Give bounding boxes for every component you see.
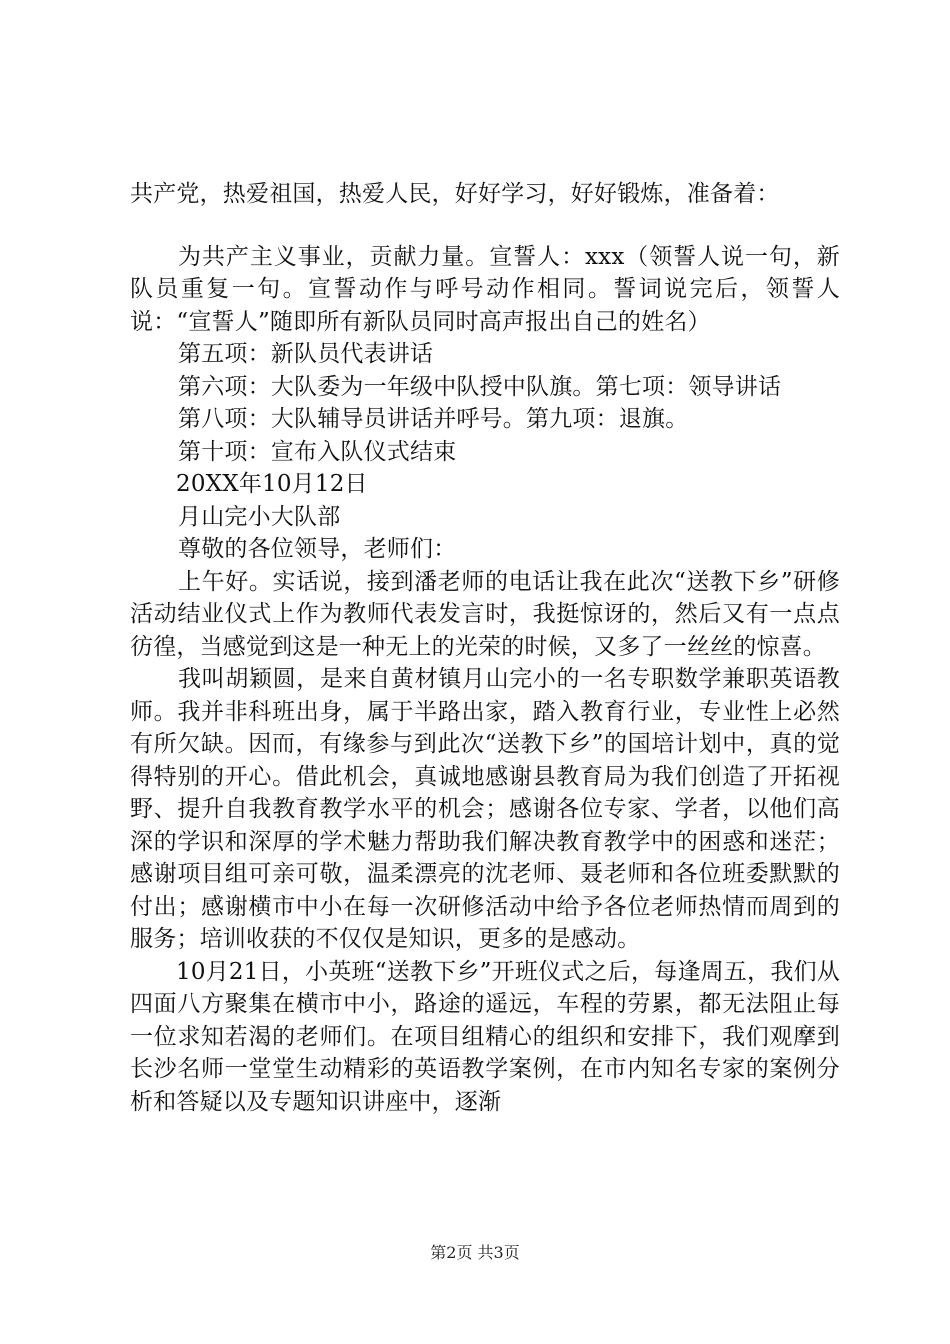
document-body	[130, 178, 840, 1118]
paragraph-salutation: 尊敬的各位领导，老师们：	[178, 536, 457, 562]
paragraph-item-six-seven: 第六项：大队委为一年级中队授中队旗。第七项：领导讲话	[178, 373, 782, 400]
paragraph-greeting: 上午好。实话说，接到潘老师的电话让我在此次“送教下乡”研修活动结业仪式上作为教师代表发言时，我挺惊讶的，然后又有一点点彷徨，当感觉到这是一种无上的光荣的时候，又多了一丝丝的惊喜。	[130, 568, 840, 660]
paragraph-item-ten: 第十项：宣布入队仪式结束	[178, 438, 457, 465]
paragraph-oath-line: 共产党，热爱祖国，热爱人民，好好学习，好好锻炼，准备着：	[130, 181, 780, 207]
page-footer: 第2页 共3页	[430, 1243, 520, 1262]
paragraph-training-account: 10月21日，小英班“送教下乡”开班仪式之后，每逢周五，我们从四面八方聚集在横市中小，路途的遥远，车程的劳累，都无法阻止每一位求知若渴的老师们。在项目组精心的组织和安排下，我们观摩到长沙名师一堂堂生动精彩的英语教学案例，在市内知名专家的案例分析和答疑以及专题知识讲座中，逐渐	[130, 958, 840, 1115]
paragraph-item-five: 第五项：新队员代表讲话	[178, 341, 434, 367]
paragraph-gap	[130, 211, 840, 241]
paragraph-organization: 月山完小大队部	[178, 503, 341, 530]
paragraph-item-eight-nine: 第八项：大队辅导员讲话并呼号。第九项：退旗。	[178, 406, 689, 432]
paragraph-oath-continuation: 为共产主义事业，贡献力量。宣誓人：xxx（领誓人说一句，新队员重复一句。宣誓动作与呼号动作相同。誓词说完后，领誓人说：“宣誓人”随即所有新队员同时高声报出自己的姓名）	[130, 243, 840, 335]
paragraph-date: 20XX年10月12日	[176, 471, 368, 497]
paragraph-self-introduction: 我叫胡颖圆，是来自黄材镇月山完小的一名专职数学兼职英语教师。我并非科班出身，属于半路出家，踏入教育行业，专业性上必然有所欠缺。因而，有缘参与到此次“送教下乡”的国培计划中，真的觉得特别的开心。借此机会，真诚地感谢县教育局为我们创造了开拓视野、提升自我教育教学水平的机会；感谢各位专家、学者，以他们高深的学识和深厚的学术魅力帮助我们解决教育教学中的困惑和迷茫；感谢项目组可亲可敬，温柔漂亮的沈老师、聂老师和各位班委默默的付出；感谢横市中小在每一次研修活动中给予各位老师热情而周到的服务；培训收获的不仅仅是知识，更多的是感动。	[130, 666, 840, 952]
